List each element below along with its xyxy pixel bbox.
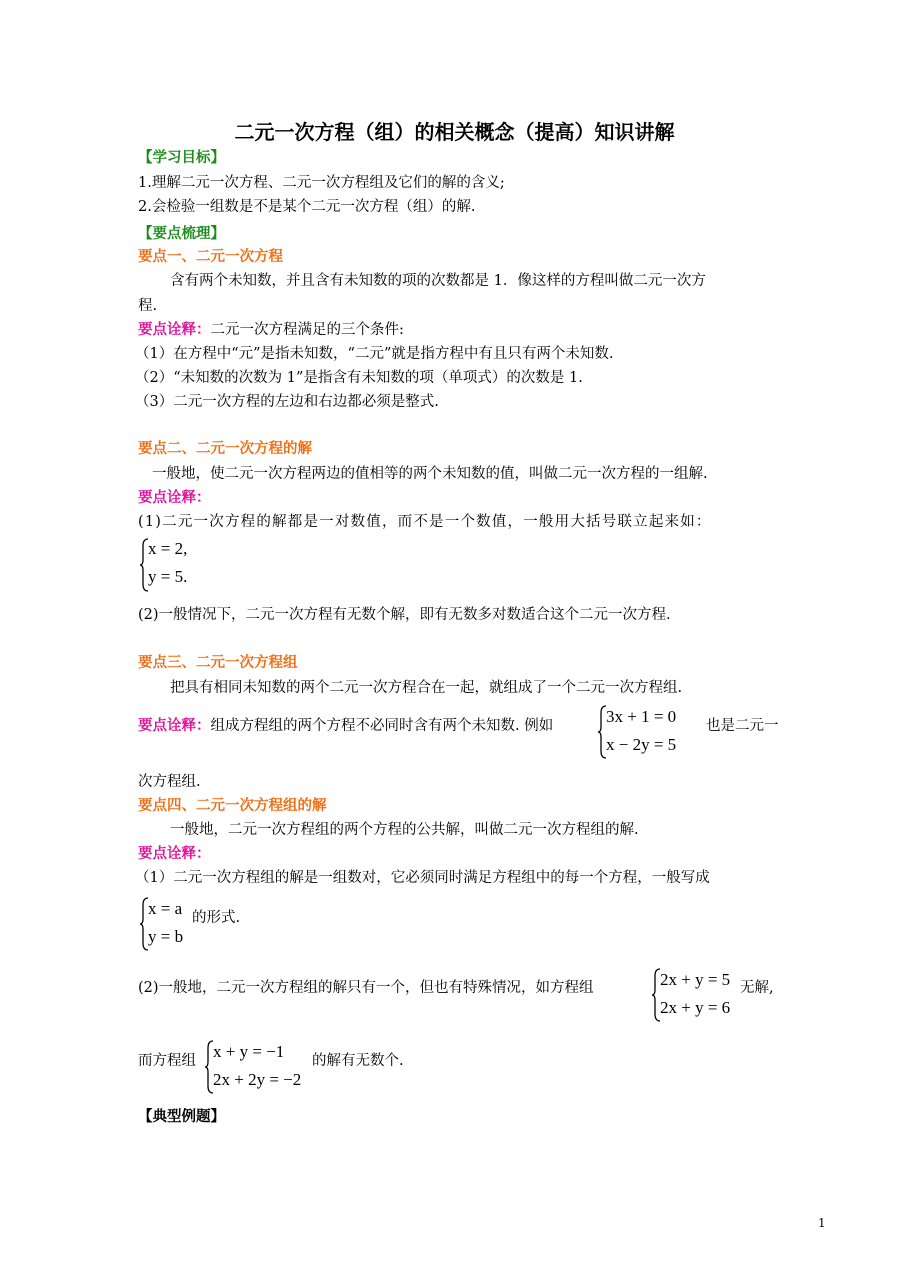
point4-text: 一般地，二元一次方程组的两个方程的公共解，叫做二元一次方程组的解.: [170, 822, 639, 838]
point3-note-label: 要点诠释：: [138, 718, 211, 734]
goal-item-2: 2.会检验一组数是不是某个二元一次方程（组）的解.: [138, 199, 476, 215]
point3-heading: 要点三、二元一次方程组: [138, 655, 298, 671]
system-infinite-solutions: [203, 1038, 318, 1096]
system-no-solution-eq1: 2x + y = 5: [660, 970, 731, 989]
system-infinite-solutions-eq1: x + y = −1: [213, 1042, 285, 1061]
point2-item-1: (1)二元一次方程的解都是一对数值，而不是一个数值，一般用大括号联立起来如：: [138, 514, 712, 530]
page-number: 1: [818, 1216, 826, 1230]
point2-note-label: 要点诠释：: [138, 490, 211, 506]
system-solution-form-eq1: x = a: [148, 899, 183, 918]
point1-item-1: （1）在方程中“元”是指未知数，“二元”就是指方程中有且只有两个未知数.: [135, 346, 614, 362]
point1-note-text: 二元一次方程满足的三个条件:: [210, 322, 404, 338]
review-heading: 【要点梳理】: [138, 226, 225, 242]
point2-heading: 要点二、二元一次方程的解: [138, 441, 312, 457]
system-no-solution-eq2: 2x + y = 6: [660, 998, 731, 1017]
system-solution-form-eq2: y = b: [148, 927, 184, 946]
point4-item-3-before: 而方程组: [138, 1053, 196, 1069]
system-example-2-eq1: 3x + 1 = 0: [606, 707, 677, 726]
point1-note-label: 要点诠释：: [138, 322, 211, 338]
system-no-solution: [650, 966, 750, 1024]
point4-item-3-after: 的解有无数个.: [312, 1053, 404, 1069]
point3-note: [138, 717, 553, 735]
system-example-2: [596, 703, 696, 761]
point1-text-line2: 程.: [138, 298, 158, 314]
examples-heading: 【典型例题】: [138, 1109, 225, 1125]
point4-item-2-after: 无解,: [740, 980, 774, 996]
point4-note-label: 要点诠释：: [138, 846, 211, 862]
goal-item-1: 1.理解二元一次方程、二元一次方程组及它们的解的含义;: [138, 175, 505, 191]
point1-note: [138, 321, 404, 339]
point4-heading: 要点四、二元一次方程组的解: [138, 798, 327, 814]
point1-item-2: （2）“未知数的次数为 1”是指含有未知数的项（单项式）的次数是 1.: [135, 370, 583, 386]
point1-item-3: （3）二元一次方程的左边和右边都必须是整式.: [135, 394, 439, 410]
point4-item-1: （1）二元一次方程组的解是一组数对，它必须同时满足方程组中的每一个方程，一般写成: [135, 870, 710, 886]
system-infinite-solutions-eq2: 2x + 2y = −2: [213, 1070, 302, 1089]
point3-note-line2: 次方程组.: [138, 774, 201, 790]
system-example-1: [138, 536, 228, 594]
system-example-2-eq2: x − 2y = 5: [606, 735, 677, 754]
point4-item-1-after: 的形式.: [192, 910, 241, 926]
point1-heading: 要点一、二元一次方程: [138, 249, 283, 265]
point4-item-2: (2)一般地，二元一次方程组的解只有一个，但也有特殊情况，如方程组: [138, 980, 594, 996]
system-solution-form: [138, 895, 198, 953]
point2-item-2: (2)一般情况下，二元一次方程有无数个解，即有无数多对数适合这个二元一次方程.: [138, 607, 671, 623]
point1-text-line1: 含有两个未知数，并且含有未知数的项的次数都是 1．像这样的方程叫做二元一次方: [170, 273, 706, 289]
point3-text: 把具有相同未知数的两个二元一次方程合在一起，就组成了一个二元一次方程组.: [170, 680, 683, 696]
goals-heading: 【学习目标】: [138, 150, 225, 166]
point2-text: 一般地，使二元一次方程两边的值相等的两个未知数的值，叫做二元一次方程的一组解.: [152, 466, 708, 482]
page-title: 二元一次方程（组）的相关概念（提高）知识讲解: [234, 120, 675, 144]
point3-note-after: 也是二元一: [706, 718, 779, 734]
system-example-1-eq2: y = 5.: [148, 567, 188, 586]
system-example-1-eq1: x = 2,: [148, 539, 188, 558]
point3-note-text: 组成方程组的两个方程不必同时含有两个未知数. 例如: [210, 718, 554, 734]
